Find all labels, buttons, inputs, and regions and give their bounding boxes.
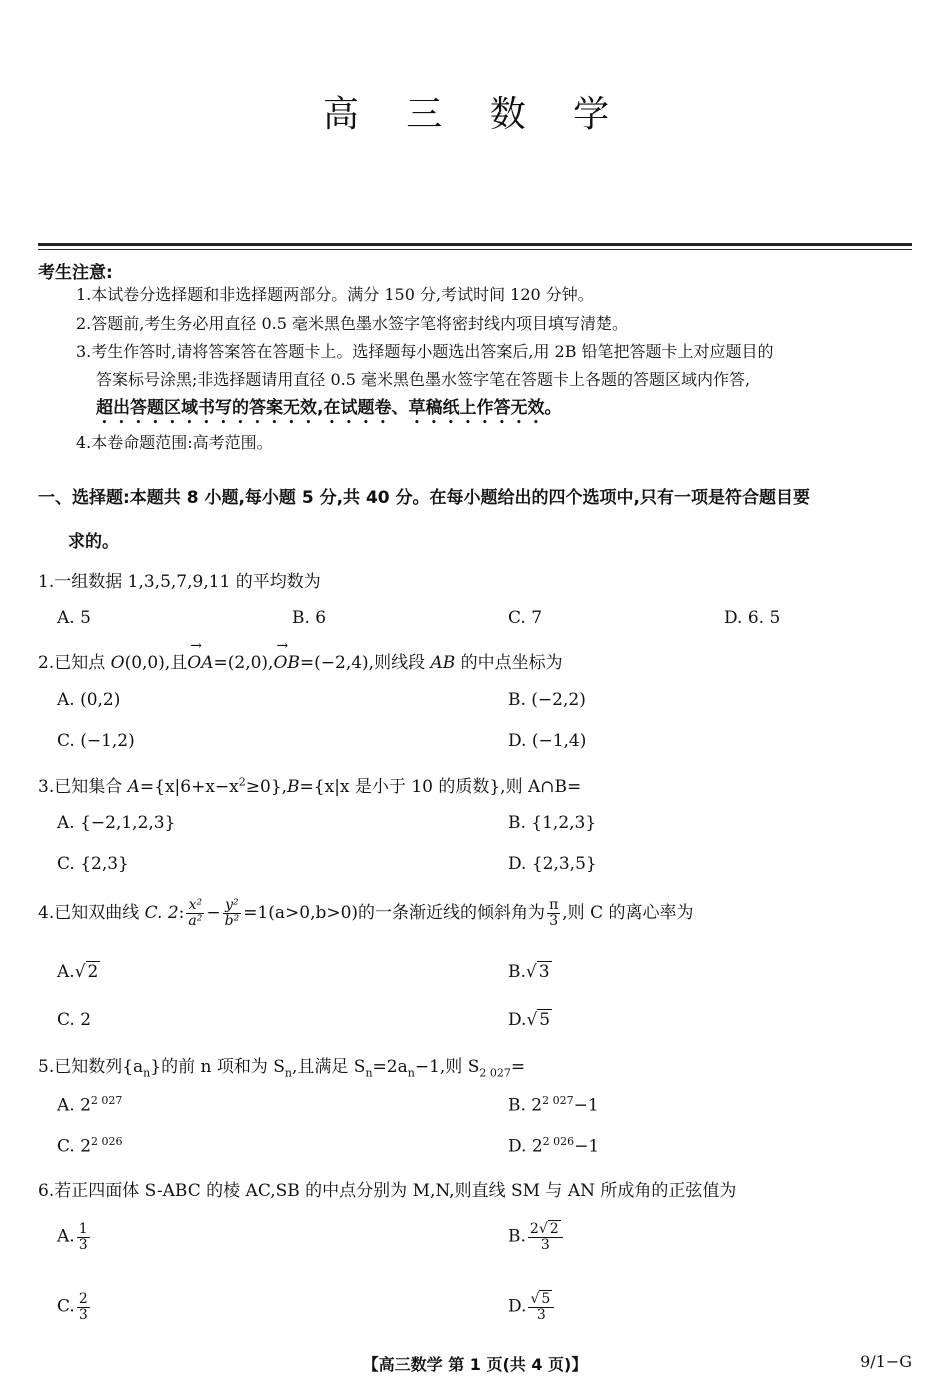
question-1-stem: 1.一组数据 1,3,5,7,9,11 的平均数为 (38, 572, 321, 592)
q4-fraction-x-den: a² (188, 913, 203, 929)
notice-item-1: 1.本试卷分选择题和非选择题两部分。满分 150 分,考试时间 120 分钟。 (76, 285, 594, 304)
question-5-stem (38, 1052, 525, 1079)
question-5-option-a (57, 1094, 122, 1116)
q6-option-b-fraction (528, 1222, 563, 1252)
q4-text: ,则 C 的离心率为 (562, 903, 694, 923)
page-footer: 【高三数学 第 1 页(共 4 页)】 (362, 1355, 588, 1374)
section-heading-line1: 一、选择题:本题共 8 小题,每小题 5 分,共 40 分。在每小题给出的四个选项中,只有一项是符合题目要 (38, 488, 810, 508)
q5-text: ,且满足 S (291, 1057, 366, 1077)
notice-item-4: 4.本卷命题范围:高考范围。 (76, 433, 273, 452)
q6-option-a-den: 3 (78, 1236, 88, 1253)
q3-text: ={x|6+x−x (139, 777, 239, 797)
q4-fraction-x-num: x² (186, 898, 204, 914)
question-6-option-b (508, 1222, 565, 1252)
q4-option-b-label: B. (508, 962, 526, 982)
question-2-option-d: D. (−1,4) (508, 731, 587, 751)
q3-set-b: B (287, 777, 300, 797)
question-3-option-d: D. {2,3,5} (508, 854, 597, 874)
q6-option-b-num (528, 1222, 563, 1238)
q6-option-a-label: A. (57, 1226, 75, 1247)
q4-option-a-label: A. (57, 962, 75, 982)
q5-text: −1,则 S (414, 1057, 480, 1077)
footer-code: 9/1−G (860, 1352, 912, 1371)
question-2-option-a: A. (0,2) (57, 690, 121, 710)
q5-text: =2a (372, 1057, 408, 1077)
question-2-option-b: B. (−2,2) (508, 690, 586, 710)
q2-text: =(2,0), (213, 653, 274, 673)
notice-item-3-line1: 3.考生作答时,请将答案答在答题卡上。选择题每小题选出答案后,用 2B 铅笔把答题卡上对应题目的 (76, 342, 774, 361)
q3-text: ≥0}, (245, 777, 288, 797)
question-6-option-a (57, 1222, 92, 1252)
question-3-stem (38, 772, 581, 797)
q5-option-d-exp: 2 026 (542, 1135, 575, 1148)
question-3-option-c: C. {2,3} (57, 854, 129, 874)
sqrt-icon: √ 2 (74, 962, 99, 982)
q6-option-b-radicand: 2 (549, 1221, 559, 1237)
q3-exponent: 2 (238, 775, 246, 789)
q2-text: =(−2,4),则线段 (299, 653, 431, 673)
q4-option-b-radicand: 3 (538, 962, 550, 982)
q4-text: − (206, 903, 221, 923)
q4-fraction-y (223, 898, 242, 928)
q6-option-c-fraction (77, 1292, 90, 1322)
q6-option-c-label: C. (57, 1296, 75, 1317)
q3-text: ={x|x 是小于 10 的质数},则 A∩B= (299, 777, 582, 797)
question-4-option-d (508, 1010, 552, 1030)
q2-vector-ob: → OB (273, 653, 299, 673)
q5-option-c-exp: 2 026 (91, 1135, 123, 1148)
q2-text: 2.已知点 (38, 653, 111, 673)
section-heading-line2: 求的。 (68, 532, 119, 552)
q5-option-b-tail: −1 (573, 1095, 599, 1116)
q3-text: 3.已知集合 (38, 777, 128, 797)
question-6-option-d (508, 1292, 556, 1322)
q5-option-a-exp: 2 027 (90, 1094, 123, 1107)
q2-text: (0,0),且 (124, 653, 188, 673)
q4-text: : (178, 903, 185, 923)
q4-text: =1(a>0,b>0)的一条渐近线的倾斜角为 (243, 903, 546, 923)
q5-text: = (510, 1057, 526, 1077)
question-2-option-c: C. (−1,2) (57, 731, 135, 751)
q2-text: 的中点坐标为 (455, 653, 563, 673)
q5-option-b-base: B. 2 (508, 1095, 543, 1116)
q2-vector-oa: → OA (187, 653, 213, 673)
section-heading (38, 476, 918, 564)
q6-option-d-fraction (528, 1292, 554, 1322)
notice-item-2: 2.答题前,考生务必用直径 0.5 毫米黑色墨水签字笔将密封线内项目填写清楚。 (76, 314, 628, 333)
question-4-option-b (508, 962, 552, 982)
q5-text: 5.已知数列{a (38, 1057, 144, 1077)
q2-segment-ab: AB (430, 653, 456, 673)
sqrt-icon: √ 5 (530, 1291, 551, 1307)
question-6-option-c (57, 1292, 92, 1322)
question-1-option-b: B. 6 (292, 608, 327, 628)
q4-fraction-pi (547, 898, 560, 928)
q6-option-c-den: 3 (78, 1306, 88, 1323)
q4-fraction-pi-den: 3 (549, 913, 559, 929)
page-title: 高 三 数 学 (322, 94, 628, 135)
notice-item-3 (76, 341, 916, 428)
q6-option-c-num: 2 (78, 1291, 88, 1307)
q5-option-d-base: D. 2 (508, 1136, 543, 1157)
question-5-option-d (508, 1135, 599, 1157)
header-rule-thick (38, 243, 912, 246)
sqrt-icon: √ 5 (526, 1010, 551, 1030)
q5-subscript: n (365, 1066, 373, 1080)
q6-option-d-num (528, 1292, 554, 1308)
q4-curve-c: C. 2 (144, 903, 179, 923)
q5-subscript: 2 027 (479, 1066, 511, 1080)
question-5-option-c (57, 1135, 123, 1157)
question-6-stem: 6.若正四面体 S-ABC 的棱 AC,SB 的中点分别为 M,N,则直线 SM 与 AN 所成角的正弦值为 (38, 1181, 737, 1201)
q5-option-b-exp: 2 027 (542, 1094, 574, 1107)
q6-option-a-num: 1 (78, 1221, 88, 1237)
q6-option-b-den: 3 (540, 1236, 550, 1253)
q5-subscript: n (284, 1066, 292, 1080)
question-1-option-a: A. 5 (57, 608, 91, 628)
sqrt-icon: √ 3 (525, 962, 550, 982)
question-4-option-a (57, 962, 100, 982)
header-rule-thin (38, 249, 912, 250)
q6-option-b-label: B. (508, 1226, 526, 1247)
q5-option-c-base: C. 2 (57, 1136, 92, 1157)
q4-fraction-x (186, 898, 204, 928)
q2-point-o: O (110, 653, 125, 673)
q4-fraction-pi-num: π (549, 897, 559, 914)
question-3-option-a: A. {−2,1,2,3} (57, 813, 176, 833)
q5-subscript: n (143, 1066, 151, 1080)
q4-option-d-label: D. (508, 1010, 527, 1030)
question-3-option-b: B. {1,2,3} (508, 813, 597, 833)
question-2-stem (38, 648, 563, 673)
q5-text: }的前 n 项和为 S (150, 1057, 285, 1077)
q6-option-d-label: D. (508, 1296, 527, 1317)
q4-text: 4.已知双曲线 (38, 903, 145, 923)
question-5-option-b (508, 1094, 599, 1116)
sqrt-icon: √ 2 (538, 1221, 559, 1237)
q6-option-b-num-coef: 2 (529, 1221, 539, 1237)
q4-fraction-y-num: y² (223, 898, 242, 914)
question-4-option-c: C. 2 (57, 1010, 92, 1030)
q4-option-d-radicand: 5 (539, 1010, 551, 1030)
question-1-option-d: D. 6. 5 (724, 608, 781, 628)
q4-option-a-radicand: 2 (87, 962, 99, 982)
q4-fraction-y-den: b² (224, 913, 240, 929)
q3-set-a: A (127, 777, 140, 797)
question-4-stem (38, 898, 693, 929)
notice-heading: 考生注意: (38, 263, 113, 283)
q6-option-d-radicand: 5 (541, 1291, 551, 1307)
q6-option-d-den: 3 (536, 1306, 546, 1323)
notice-item-3-line2: 答案标号涂黑;非选择题请用直径 0.5 毫米黑色墨水签字笔在答题卡上各题的答题区域内作答, (96, 370, 751, 389)
q5-option-a-base: A. 2 (57, 1095, 91, 1116)
q5-subscript: n (407, 1066, 415, 1080)
q6-option-a-fraction (77, 1222, 90, 1252)
q5-option-d-tail: −1 (574, 1136, 600, 1157)
question-1-option-c: C. 7 (508, 608, 543, 628)
notice-item-3-emphasis: 超出答题区域书写的答案无效,在试题卷、草稿纸上作答无效。 (96, 398, 562, 418)
